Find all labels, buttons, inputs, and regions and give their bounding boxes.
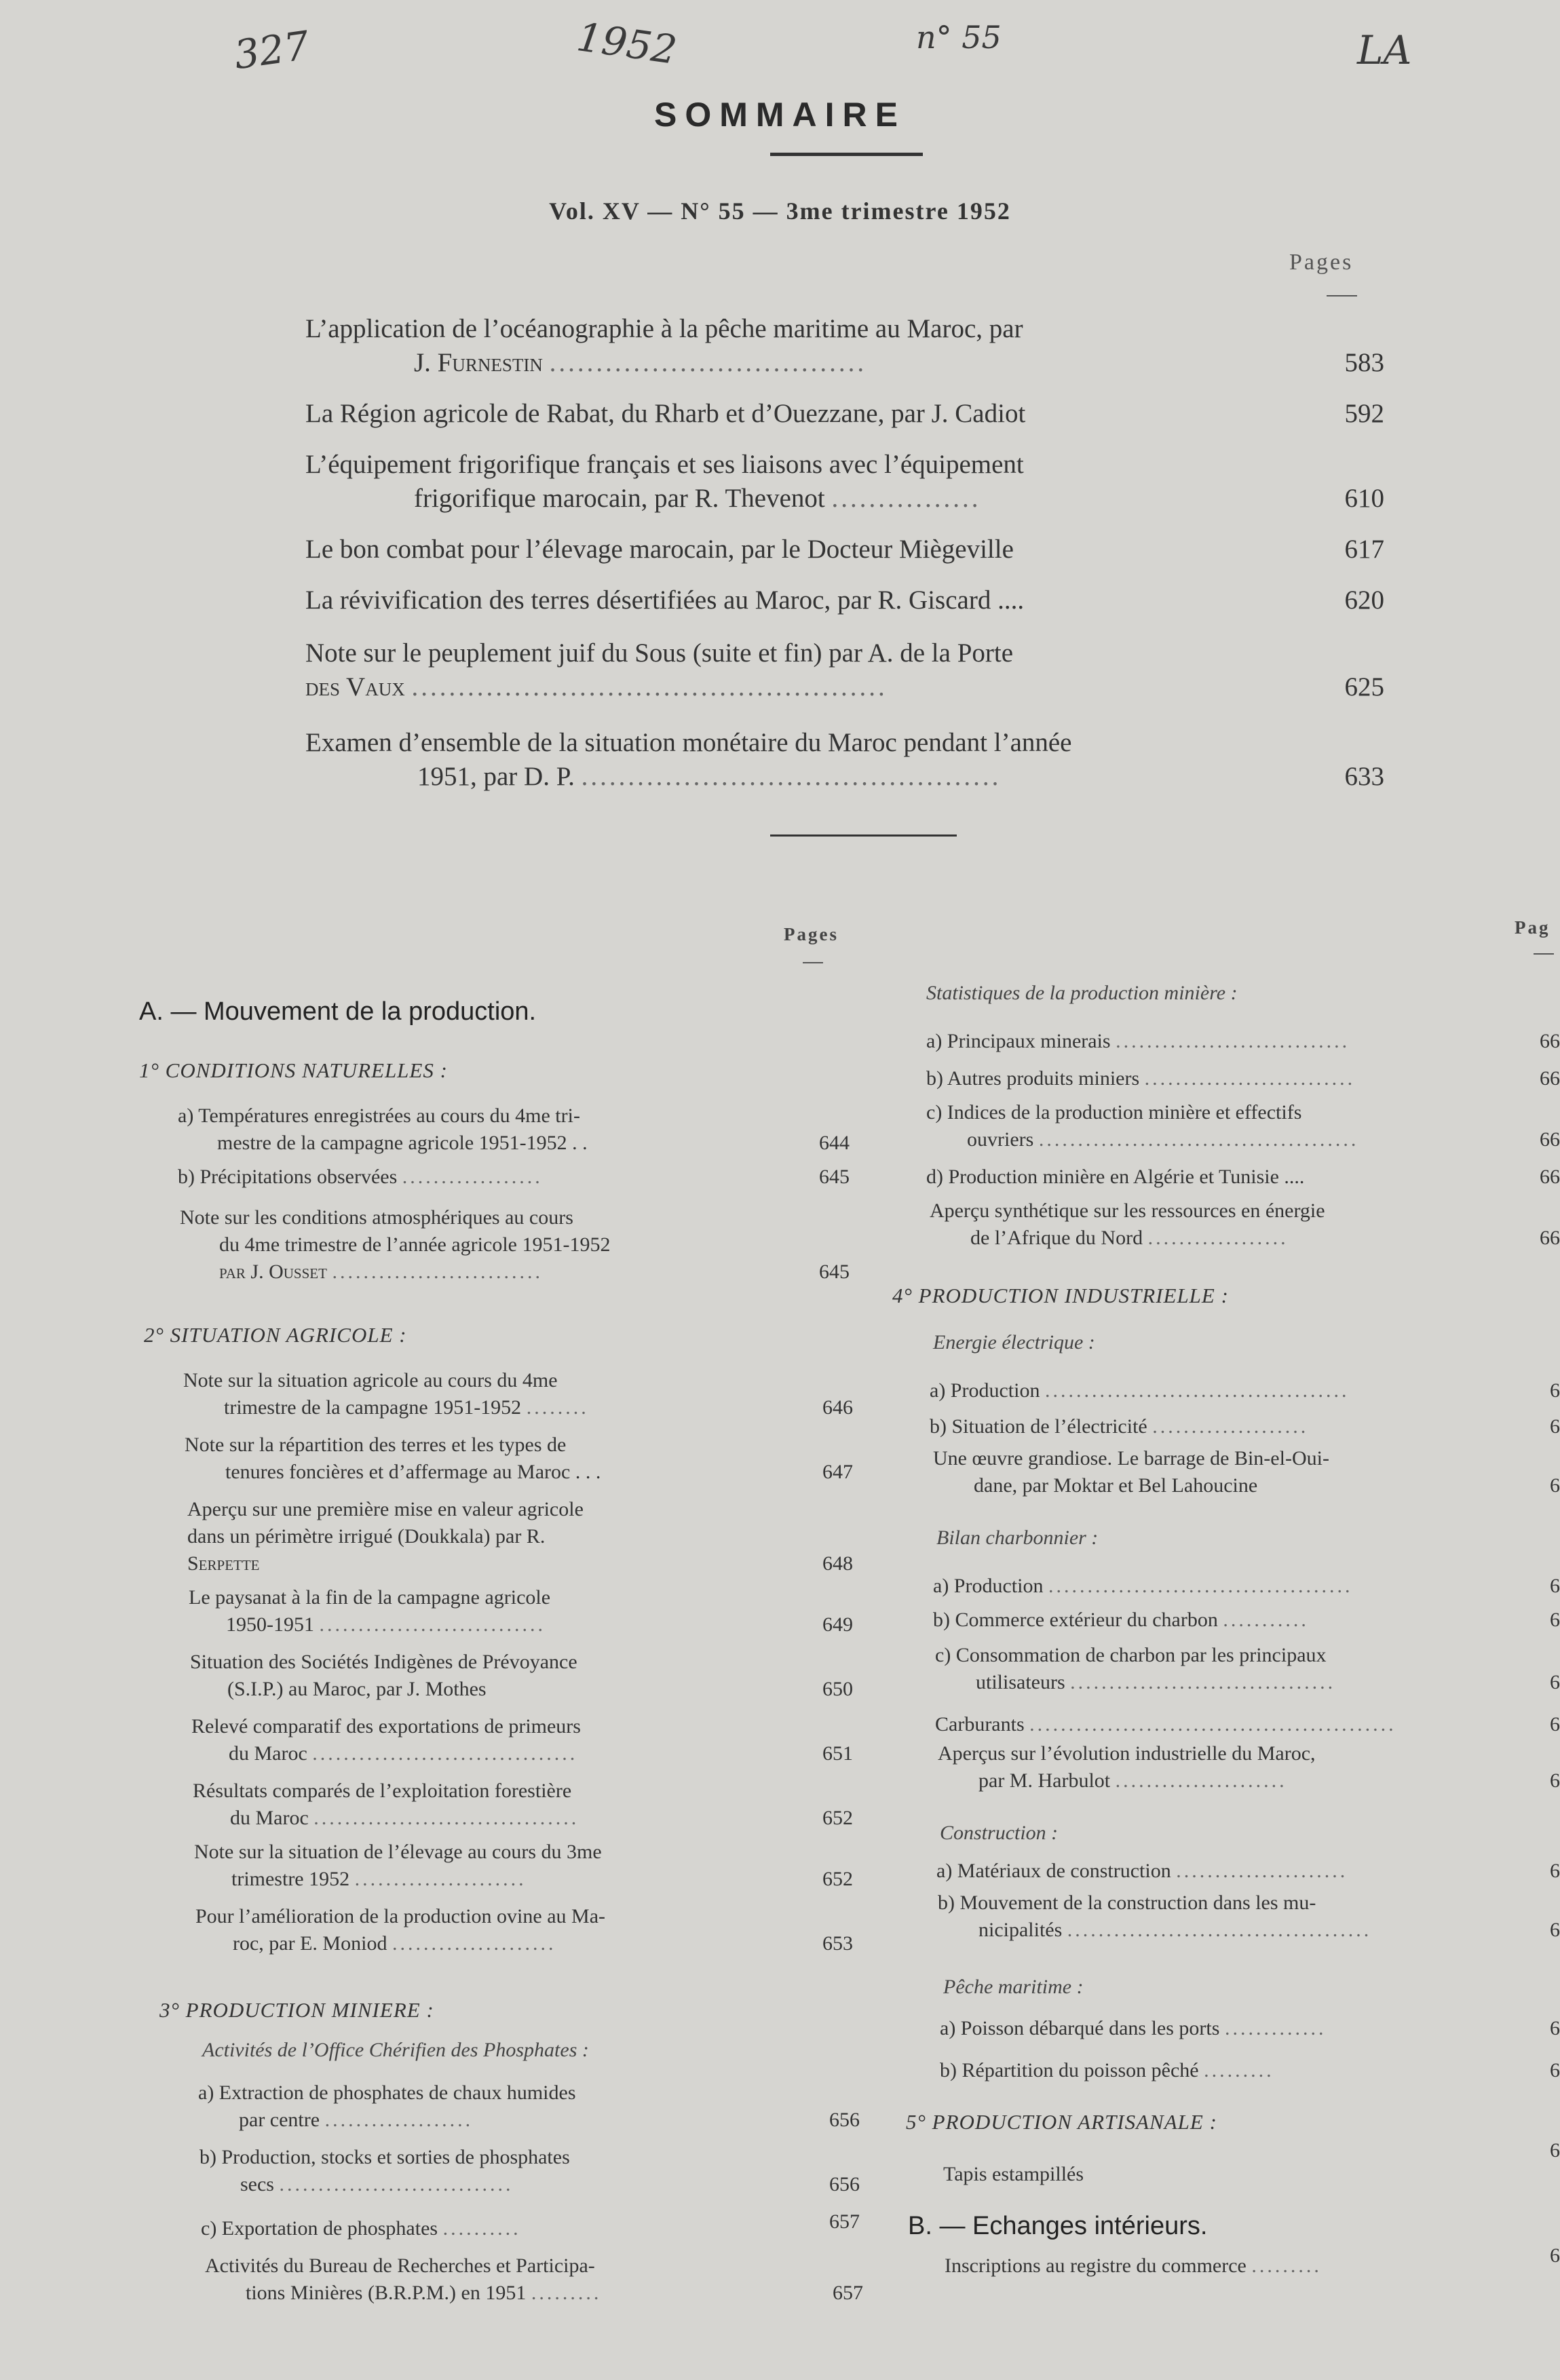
- pages-column-header: Pages: [1289, 250, 1354, 275]
- toc-entry: Note sur le peuplement juif du Sous (suite et fin) par A. de la Porte des Vaux ................................................... 625: [305, 638, 1384, 702]
- list-item: Pour l’amélioration de la production ovine au Ma- roc, par E. Moniod ..................... 653: [195, 1905, 853, 1955]
- list-item: Relevé comparatif des exportations de primeurs du Maroc .................................. 651: [191, 1715, 853, 1765]
- heading-production-miniere: 3° PRODUCTION MINIERE :: [159, 1998, 434, 2022]
- list-item: a) Principaux minerais .............................. 66: [926, 1030, 1560, 1052]
- list-item: Aperçu sur une première mise en valeur agricole dans un périmètre irrigué (Doukkala) par R. Serpette 648: [187, 1498, 853, 1575]
- handwritten-year: 1952: [573, 14, 680, 73]
- heading-situation-agricole: 2° SITUATION AGRICOLE :: [144, 1323, 407, 1347]
- list-item: Note sur la situation agricole au cours du 4me trimestre de la campagne 1951-1952 ........ 646: [183, 1369, 853, 1419]
- list-item: a) Production ....................................... 6: [930, 1379, 1560, 1402]
- list-item: Note sur la répartition des terres et les types de tenures foncières et d’affermage au Maroc . . . 647: [185, 1434, 853, 1483]
- list-item: Note sur les conditions atmosphériques au cours du 4me trimestre de l’année agricole 1951-1952 par J. Ousset ........................... 645: [180, 1206, 850, 1283]
- list-item: Carburants ............................................... 6: [935, 1713, 1560, 1735]
- list-item: b) Autres produits miniers ........................... 66: [926, 1067, 1560, 1090]
- right-pages-underline: [1534, 953, 1554, 955]
- list-item: c) Indices de la production minière et effectifs ouvriers ......................................... 66: [926, 1101, 1560, 1151]
- list-item: Inscriptions au registre du commerce ......... 6: [945, 2244, 1560, 2277]
- list-item: Une œuvre grandiose. Le barrage de Bin-el-Oui- dane, par Moktar et Bel Lahoucine 6: [933, 1447, 1560, 1497]
- list-item: c) Consommation de charbon par les principaux utilisateurs .................................. 6: [935, 1644, 1560, 1693]
- subheading-bilan-charbonnier: Bilan charbonnier :: [936, 1527, 1099, 1549]
- subheading-construction: Construction :: [940, 1822, 1059, 1844]
- list-item: b) Situation de l’électricité .................... 6: [930, 1415, 1560, 1438]
- list-item: a) Poisson débarqué dans les ports ............. 6: [940, 2017, 1560, 2039]
- list-item: b) Mouvement de la construction dans les mu- nicipalités ....................................... 6: [938, 1892, 1560, 1941]
- right-pages-header: Pag: [1515, 917, 1551, 938]
- toc-entry: La Région agricole de Rabat, du Rharb et d’Ouezzane, par J. Cadiot 592: [305, 399, 1384, 428]
- heading-production-artisanale: 5° PRODUCTION ARTISANALE :: [906, 2110, 1217, 2134]
- list-item: b) Commerce extérieur du charbon ........... 6: [933, 1609, 1560, 1631]
- subheading-energie-electrique: Energie électrique :: [933, 1331, 1095, 1354]
- list-item: Résultats comparés de l’exploitation forestière du Maroc .................................. 652: [193, 1780, 853, 1829]
- section-b-heading: B. — Echanges intérieurs.: [908, 2212, 1208, 2240]
- list-item: Note sur la situation de l’élevage au cours du 3me trimestre 1952 ...................... 652: [194, 1841, 853, 1890]
- toc-entry: Le bon combat pour l’élevage marocain, par le Docteur Miègeville 617: [305, 535, 1384, 564]
- list-item: a) Températures enregistrées au cours du 4me tri- mestre de la campagne agricole 1951-1952 . . 644: [178, 1105, 850, 1154]
- list-item: a) Matériaux de construction ...................... 6: [936, 1860, 1560, 1882]
- handwritten-number: 327: [231, 22, 312, 79]
- handwritten-initials: LA: [1357, 27, 1412, 73]
- list-item: b) Répartition du poisson pêché ......... 6: [940, 2059, 1560, 2081]
- list-item: a) Production ....................................... 6: [933, 1575, 1560, 1597]
- title-underline: [770, 153, 923, 156]
- list-item: Situation des Sociétés Indigènes de Prévoyance (S.I.P.) au Maroc, par J. Mothes 650: [190, 1651, 853, 1700]
- list-item: b) Précipitations observées .................. 645: [178, 1166, 850, 1188]
- list-item: b) Production, stocks et sorties de phosphates secs .............................. 656: [199, 2146, 860, 2195]
- pages-underline: [1327, 295, 1357, 296]
- left-pages-header: Pages: [784, 924, 839, 944]
- left-pages-underline: [803, 962, 823, 963]
- list-item: Aperçu synthétique sur les ressources en énergie de l’Afrique du Nord .................. 66: [930, 1199, 1560, 1249]
- toc-entry: L’équipement frigorifique français et ses liaisons avec l’équipement frigorifique marocain, par R. Thevenot ................ 610: [305, 450, 1384, 513]
- toc-entry: Examen d’ensemble de la situation monétaire du Maroc pendant l’année 1951, par D. P. ............................................. 633: [305, 728, 1384, 791]
- heading-production-industrielle: 4° PRODUCTION INDUSTRIELLE :: [892, 1284, 1229, 1307]
- list-item: Tapis estampillés 6: [943, 2139, 1560, 2185]
- page-title: SOMMAIRE: [654, 96, 906, 134]
- heading-conditions-naturelles: 1° CONDITIONS NATURELLES :: [139, 1058, 448, 1082]
- toc-entry: La révivification des terres désertifiées au Maroc, par R. Giscard .... 620: [305, 586, 1384, 615]
- list-item: c) Exportation de phosphates .......... 657: [201, 2210, 860, 2240]
- section-a-heading: A. — Mouvement de la production.: [139, 997, 537, 1026]
- subheading-ocp: Activités de l’Office Chérifien des Phosphates :: [202, 2039, 589, 2061]
- list-item: Activités du Bureau de Recherches et Participa- tions Minières (B.R.P.M.) en 1951 ......... 657: [205, 2254, 863, 2304]
- toc-entry: L’application de l’océanographie à la pêche maritime au Maroc, par J. Furnestin .................................. 583: [305, 314, 1384, 377]
- section-divider: [770, 834, 957, 837]
- subheading-peche-maritime: Pêche maritime :: [943, 1976, 1084, 1998]
- list-item: Aperçus sur l’évolution industrielle du Maroc, par M. Harbulot ...................... 6: [938, 1742, 1560, 1792]
- issue-subtitle: Vol. XV — N° 55 — 3me trimestre 1952: [549, 197, 1011, 225]
- handwritten-issue: n° 55: [916, 19, 1002, 56]
- list-item: d) Production minière en Algérie et Tunisie .... 66: [926, 1166, 1560, 1188]
- subheading-statistiques: Statistiques de la production minière :: [926, 982, 1238, 1004]
- list-item: Le paysanat à la fin de la campagne agricole 1950-1951 ............................. 649: [189, 1586, 853, 1636]
- list-item: a) Extraction de phosphates de chaux humides par centre ................... 656: [198, 2081, 860, 2131]
